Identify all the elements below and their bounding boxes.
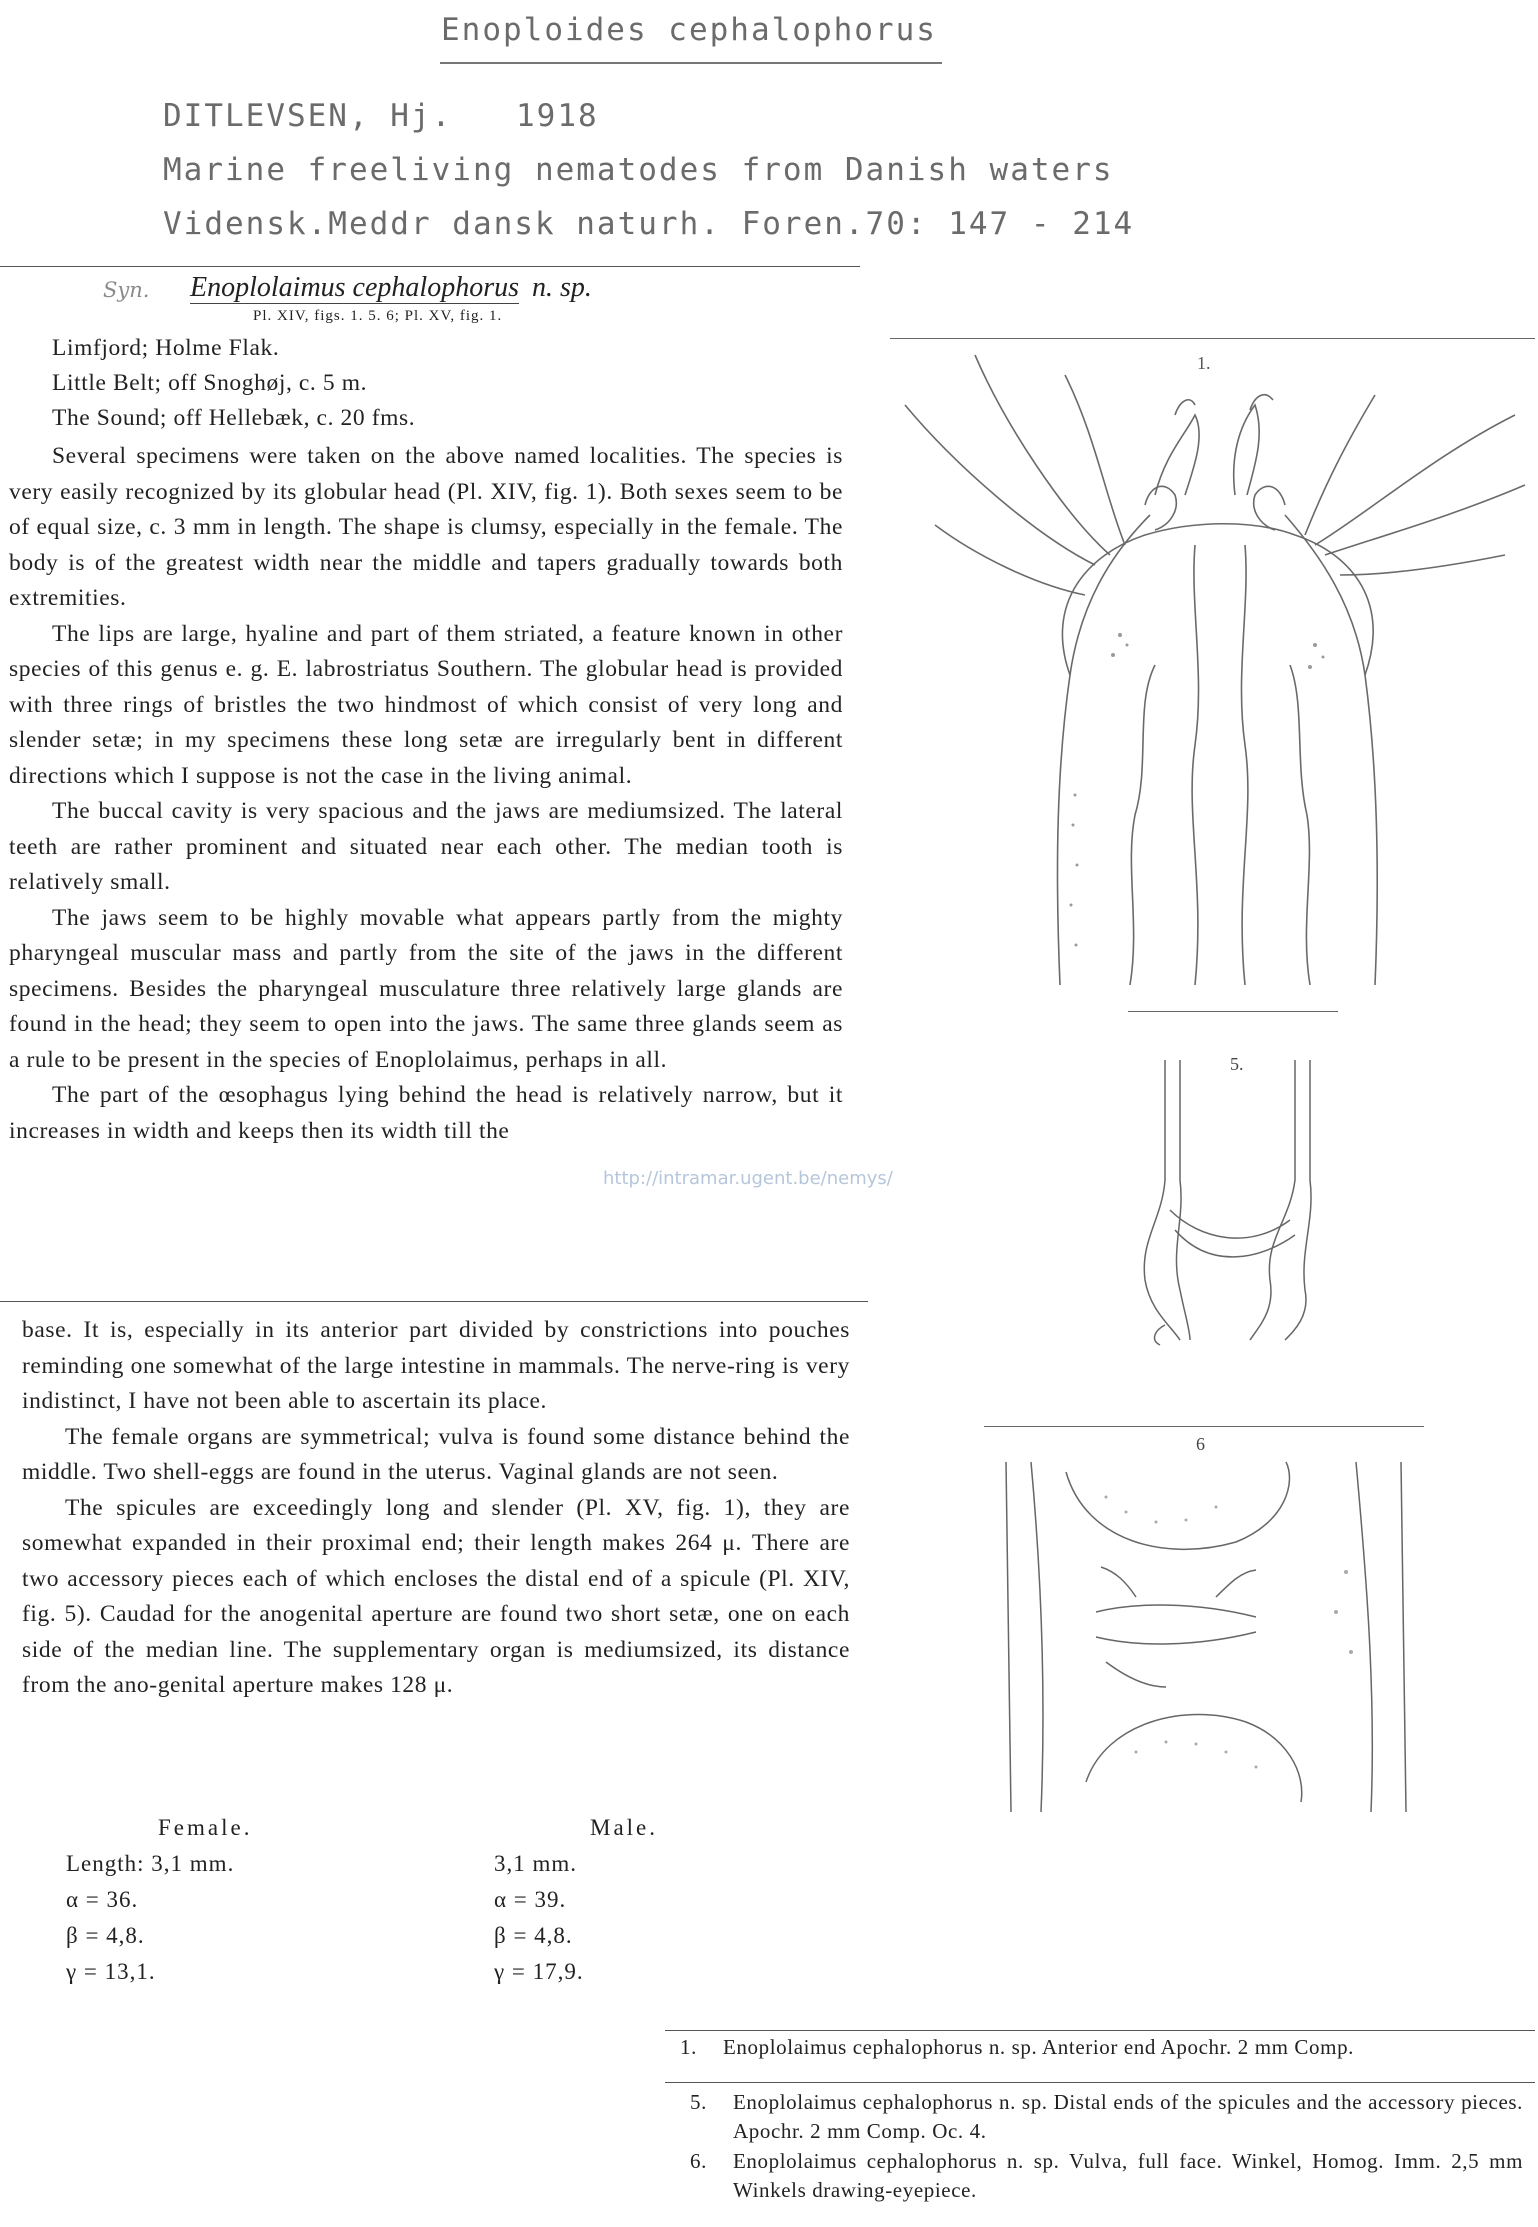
figure-6-top-rule [984,1426,1424,1427]
journal-reference: Vidensk.Meddr dansk naturh. Foren.70: 147 - 214 [163,206,1135,242]
body-column-1 [9,439,843,1149]
figure-1-label: 1. [1197,353,1211,373]
locality-2: Little Belt; off Snoghøj, c. 5 m. [52,370,368,396]
caption-1-text: Enoplolaimus cephalophorus n. sp. Anterior end Apochr. 2 mm Comp. [723,2035,1355,2059]
male-alpha: α = 39. [494,1887,567,1912]
paragraph: The part of the œsophagus lying behind the head is relatively narrow, but it increases in width and keeps then its width till the [9,1082,843,1144]
figure-5-spicules-drawing [1110,1040,1370,1370]
paragraph: The jaws seem to be highly movable what appears partly from the mighty pharyngeal muscular mass and partly from the site of the jaws in the different specimens. Besides the pharyngeal musculature three relatively large glands are found in the head; they seem to open into the jaws. The same three glands seem as a rule to be present in the species of Enoplolaimus, perhaps in all. [9,904,843,1073]
paragraph: The female organs are symmetrical; vulva is found some distance behind the middle. Two shell-eggs are found in the uterus. Vaginal glands are not seen. [22,1423,850,1485]
title-underline [440,62,942,64]
paragraph: The lips are large, hyaline and part of them striated, a feature known in other species of this genus e. g. E. labrostriatus Southern. The globular head is provided with three rings of bristles the two hindmost of which consist of very long and slender setæ; in my specimens these long setæ are irregularly bent in different directions which I suppose is not the case in the living animal. [9,620,843,789]
male-gamma: γ = 17,9. [494,1959,584,1984]
publication-title: Marine freeliving nematodes from Danish waters [163,152,1114,188]
species-name: Enoplolaimus cephalophorus [190,272,519,303]
caption-6-number: 6. [690,2149,707,2173]
paragraph: base. It is, especially in its anterior part divided by constrictions into pouches reminding one somewhat of the large intestine in mammals. The nerve-ring is very indistinct, I have not been able to ascertain its place. [22,1317,850,1414]
paragraph: The spicules are exceedingly long and slender (Pl. XV, fig. 1), they are somewhat expanded in their proximal end; their length makes 264 μ. There are two accessory pieces each of which encloses the distal end of a spicule (Pl. XIV, fig. 5). Caudad for the anogenital aperture are found two short setæ, one on each side of the median line. The supplementary organ is mediumsized, its distance from the ano-genital aperture makes 128 μ. [22,1494,850,1698]
male-label: Male. [590,1815,659,1840]
caption-1-number: 1. [680,2035,697,2059]
watermark-url: http://intramar.ugent.be/nemys/ [603,1168,893,1189]
caption-top-rule [665,2030,1535,2031]
figure-1-top-rule [890,338,1535,339]
syn-annotation: Syn. [103,278,150,302]
figure-5-label: 5. [1230,1054,1244,1074]
female-alpha: α = 36. [66,1887,139,1912]
locality-3: The Sound; off Hellebæk, c. 20 fms. [52,405,416,431]
author: DITLEVSEN, Hj. [163,98,453,134]
female-gamma: γ = 13,1. [66,1959,156,1984]
female-beta: β = 4,8. [66,1923,145,1948]
body-column-2 [22,1313,850,1704]
male-beta: β = 4,8. [494,1923,573,1948]
locality-1: Limfjord; Holme Flak. [52,335,280,361]
figure-5-top-rule [1128,1011,1338,1012]
paragraph: Several specimens were taken on the above named localities. The species is very easily recognized by its globular head (Pl. XIV, fig. 1). Both sexes seem to be of equal size, c. 3 mm in length. The shape is clumsy, especially in the female. The body is of the greatest width near the middle and tapers gradually towards both extremities. [9,443,843,611]
year: 1918 [516,98,599,134]
figure-6-label: 6 [1196,1434,1205,1454]
caption-6-text: Enoplolaimus cephalophorus n. sp. Vulva, full face. Winkel, Homog. Imm. 2,5 mm Winkels drawing-eyepiece. [733,2149,1523,2202]
species-suffix: n. sp. [532,272,592,303]
paragraph: The buccal cavity is very spacious and the jaws are mediumsized. The lateral teeth are rather prominent and situated near each other. The median tooth is relatively small. [9,798,843,895]
caption-5-number: 5. [690,2090,707,2114]
species-heading [190,272,592,304]
caption-5-text: Enoplolaimus cephalophorus n. sp. Distal ends of the spicules and the accessory pieces. Apochr. 2 mm Comp. Oc. 4. [733,2090,1523,2143]
male-length: 3,1 mm. [494,1851,578,1876]
female-label: Female. [158,1815,253,1840]
figure-reference: Pl. XIV, figs. 1. 5. 6; Pl. XV, fig. 1. [253,308,503,324]
figure-6-vulva-drawing [986,1434,1426,1822]
header-divider [0,266,860,267]
page-title: Enoploides cephalophorus [441,12,937,48]
figure-1-anterior-end-drawing [895,345,1535,1005]
female-length: Length: 3,1 mm. [66,1851,235,1876]
caption-middle-rule [665,2082,1535,2083]
column-divider [0,1301,868,1302]
